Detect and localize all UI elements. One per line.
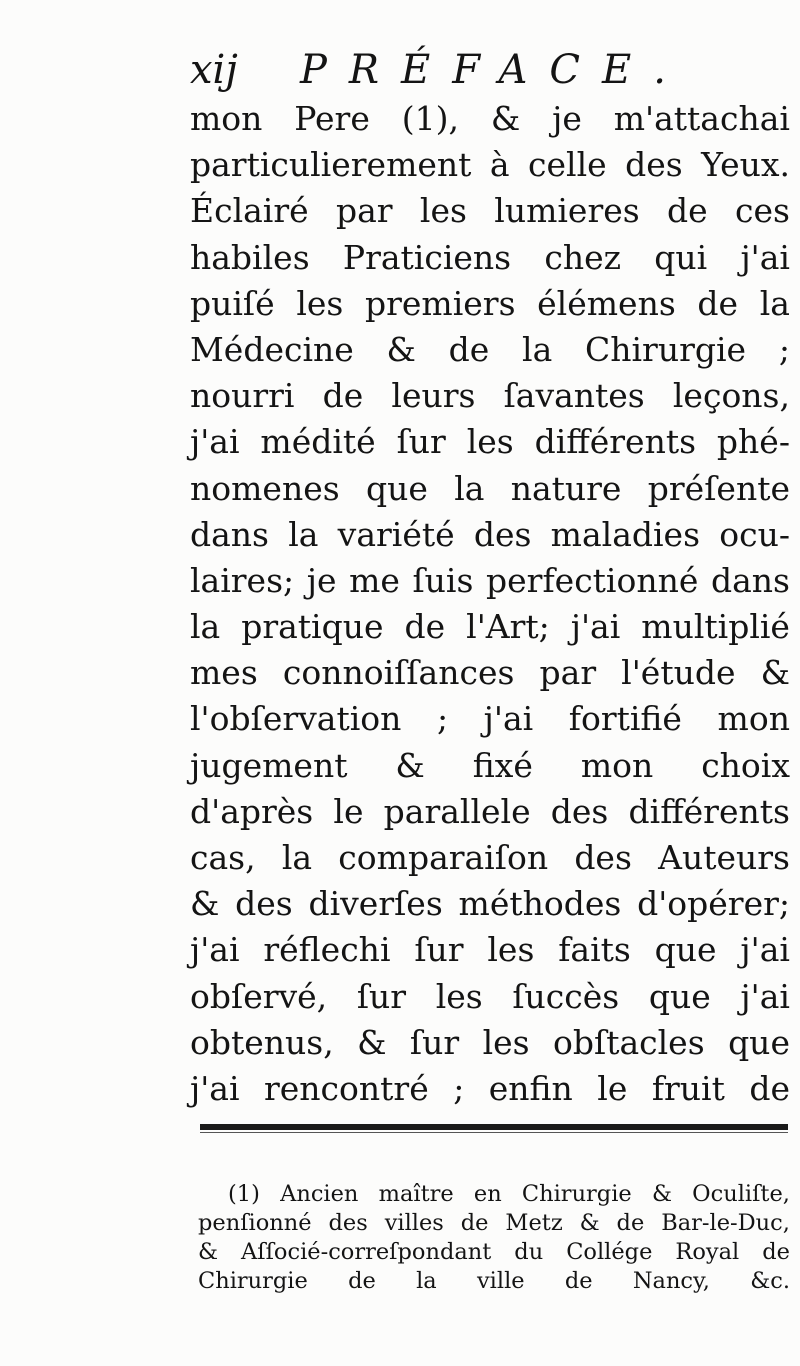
text-line: Éclairé par les lumieres de ces: [190, 191, 790, 231]
text-line: la pratique de l'Art; j'ai multiplié: [190, 607, 790, 647]
text-line: laires; je me ſuis perfectionné dans: [190, 560, 790, 600]
text-line: obtenus, & ſur les obſtacles que: [190, 1022, 790, 1062]
text-line: j'ai médité ſur les différents phé-: [190, 422, 790, 462]
text-line: & des diverſes méthodes d'opérer;: [190, 884, 790, 924]
text-line: obſervé, ſur les ſuccès que j'ai: [190, 976, 790, 1016]
text-line: d'après le parallele des différents: [190, 791, 790, 831]
running-title: PRÉFACE.: [300, 47, 688, 93]
footnote-line: (1) Ancien maître en Chirurgie & Oculiſte,: [228, 1181, 790, 1207]
text-line: jugement & fixé mon choix: [190, 745, 790, 785]
footnote-separator: [200, 1124, 788, 1130]
footnote: [198, 1180, 790, 1296]
footnote-line: penſionné des villes de Metz & de Bar-le-Duc,: [198, 1210, 790, 1236]
text-line: cas, la comparaiſon des Auteurs: [190, 838, 790, 877]
text-line: nourri de leurs ſavantes leçons,: [190, 376, 790, 416]
footnote-separator-hairline: [200, 1132, 788, 1133]
text-line: j'ai réflechi ſur les faits que j'ai: [190, 930, 790, 970]
text-line: dans la variété des maladies ocu-: [190, 514, 790, 554]
text-line: nomenes que la nature préſente: [190, 468, 790, 508]
text-line: habiles Praticiens chez qui j'ai: [190, 237, 790, 277]
text-line: particulierement à celle des Yeux.: [190, 145, 790, 185]
text-line: l'obſervation ; j'ai fortifié mon: [190, 699, 790, 739]
text-line: puiſé les premiers élémens de la: [190, 283, 790, 323]
text-line: j'ai rencontré ; enfin le fruit de: [190, 1068, 790, 1108]
footnote-line: & Aſſocié-correſpondant du Collége Royal de: [198, 1239, 790, 1265]
main-text: [190, 96, 790, 1112]
text-line: mon Pere (1), & je m'attachai: [190, 99, 790, 138]
text-line: mes connoiſſances par l'étude &: [190, 653, 790, 693]
page-header: [190, 40, 790, 100]
footnote-line: Chirurgie de la ville de Nancy, &c.: [198, 1268, 790, 1294]
page-number: xij: [190, 47, 238, 93]
text-line: Médecine & de la Chirurgie ;: [190, 329, 790, 369]
